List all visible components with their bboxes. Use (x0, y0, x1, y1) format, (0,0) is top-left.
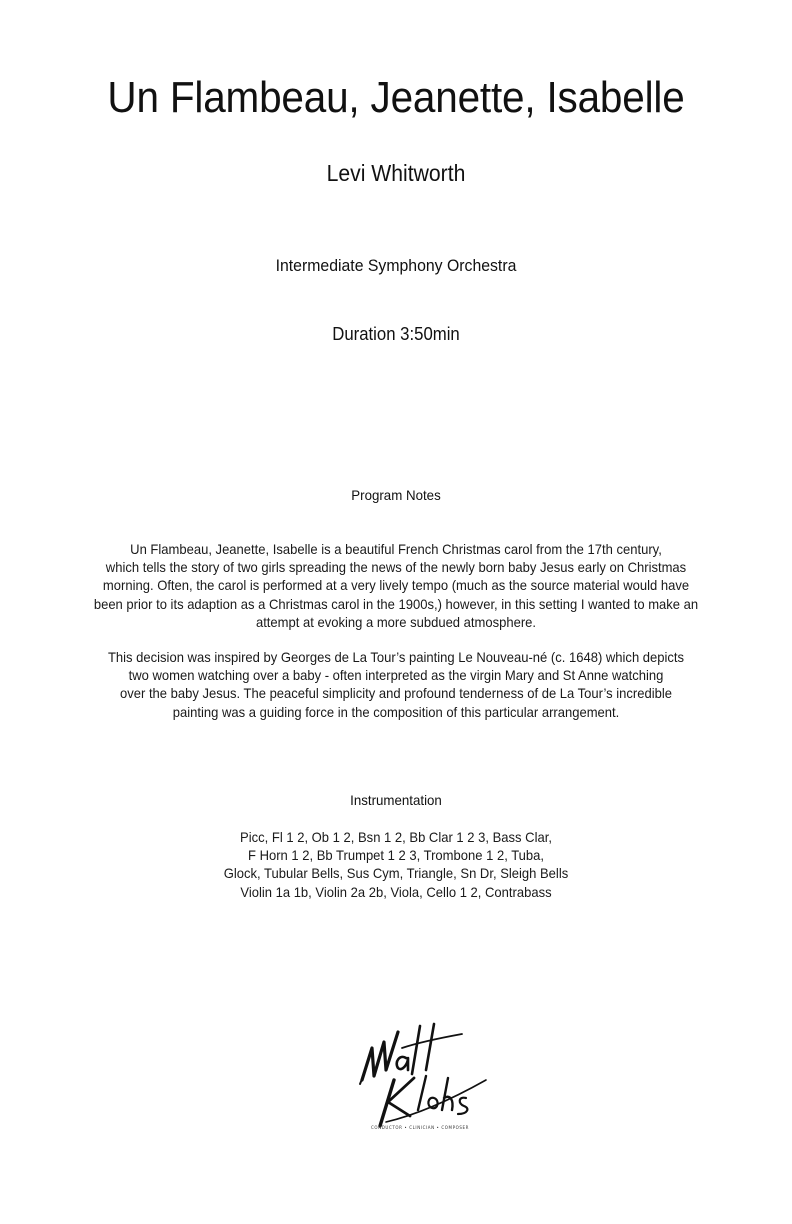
text-line: This decision was inspired by Georges de La Tour’s painting Le Nouveau-né (c. 1648) which depicts (107, 649, 685, 665)
text-line: two women watching over a baby - often interpreted as the virgin Mary and St Anne watching (128, 667, 664, 684)
instrumentation-line: Glock, Tubular Bells, Sus Cym, Triangle, Sn Dr, Sleigh Bells (223, 865, 569, 882)
instrumentation-heading: Instrumentation (350, 792, 442, 808)
text-line: Un Flambeau, Jeanette, Isabelle is a beautiful French Christmas carol from the 17th century, (130, 541, 662, 557)
text-line: painting was a guiding force in the composition of this particular arrangement. (172, 703, 620, 720)
logo-tagline: CONDUCTOR • CLINICIAN • COMPOSER (371, 1125, 469, 1130)
signature-logo (350, 1018, 490, 1136)
duration-text: Duration 3:50min (332, 324, 460, 344)
piece-title: Un Flambeau, Jeanette, Isabelle (107, 73, 685, 122)
text-line: been prior to its adaption as a Christmas carol in the 1900s,) however, in this setting I wanted to make an (93, 595, 699, 612)
program-notes-paragraph-2 (0, 648, 792, 721)
text-line: attempt at evoking a more subdued atmosphere. (255, 613, 537, 630)
text-line: over the baby Jesus. The peaceful simplicity and profound tenderness of de La Tour’s incredible (119, 685, 673, 702)
instrumentation-line: Violin 1a 1b, Violin 2a 2b, Viola, Cello 1 2, Contrabass (240, 883, 552, 900)
ensemble-name: Intermediate Symphony Orchestra (275, 256, 517, 275)
text-line: morning. Often, the carol is performed at a very lively tempo (much as the source material would have (102, 577, 690, 594)
program-notes-heading: Program Notes (351, 487, 441, 503)
program-notes-paragraph-1 (0, 540, 792, 631)
instrumentation-line: F Horn 1 2, Bb Trumpet 1 2 3, Trombone 1 2, Tuba, (247, 847, 545, 864)
instrumentation-line: Picc, Fl 1 2, Ob 1 2, Bsn 1 2, Bb Clar 1 2 3, Bass Clar, (240, 829, 552, 845)
instrumentation-list (0, 828, 792, 901)
composer-name: Levi Whitworth (326, 160, 466, 186)
text-line: which tells the story of two girls spreading the news of the newly born baby Jesus early on Christmas (105, 559, 687, 576)
